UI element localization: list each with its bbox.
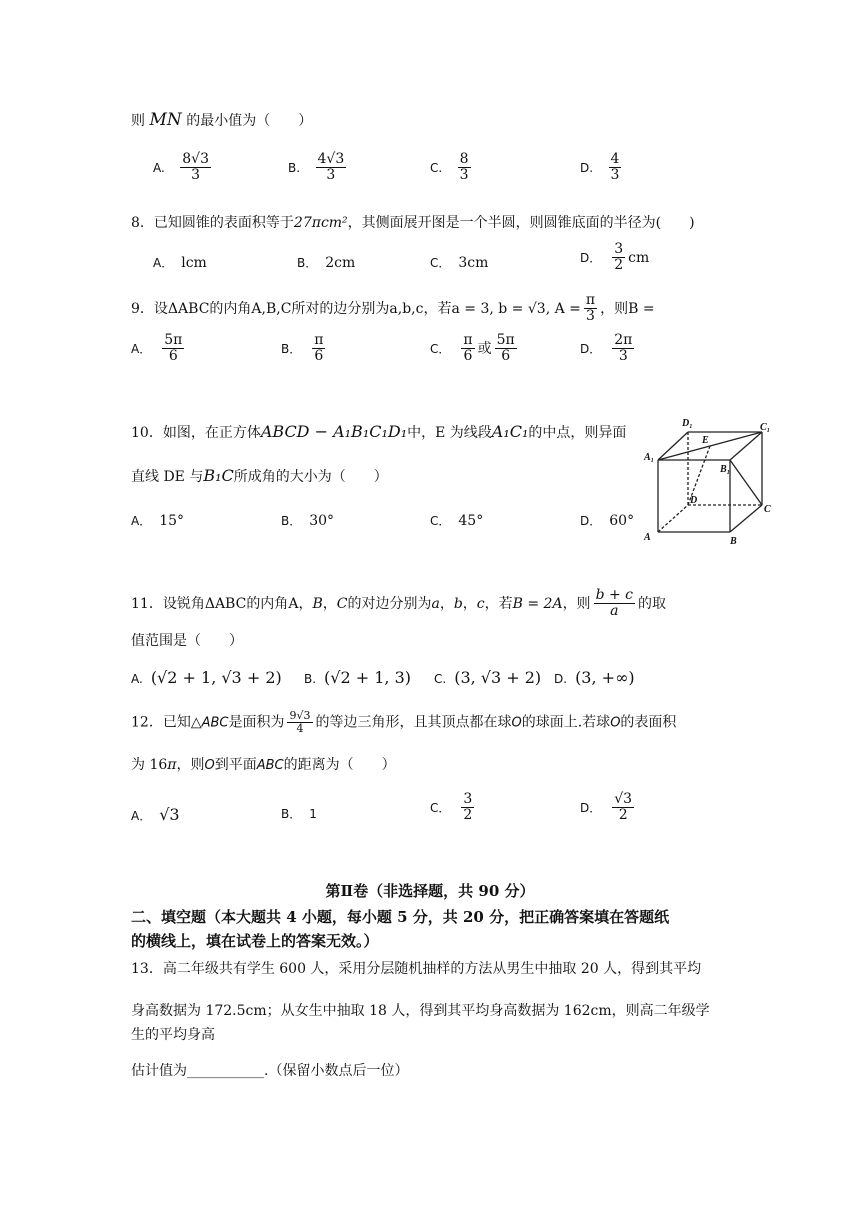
q11-option-b xyxy=(304,668,411,687)
q11-option-a xyxy=(131,668,282,687)
option-value: 2cm xyxy=(325,255,356,271)
numerator: 9√3 xyxy=(289,709,311,722)
numerator: √3 xyxy=(614,791,633,807)
option-label: C． xyxy=(430,341,451,356)
fraction xyxy=(287,710,312,735)
numerator: 5π xyxy=(496,332,515,348)
q13-text: 估计值为 xyxy=(131,1063,187,1079)
q10-text: 所成角的大小为（ ） xyxy=(233,469,388,485)
q11-stem xyxy=(131,588,666,620)
label-d: D xyxy=(690,495,698,506)
q12-text: 为 16 xyxy=(131,757,168,773)
q8-value: 27πcm² xyxy=(293,215,348,231)
q12-stem xyxy=(131,710,676,735)
numerator: b + c xyxy=(595,587,633,603)
option-value: (3, +∞) xyxy=(575,668,635,687)
q13-line2: 身高数据为 172.5cm；从女生中抽取 18 人，得到其平均身高数据为 162cm，则高二年级学 xyxy=(131,1003,710,1019)
option-value: 30° xyxy=(309,513,335,529)
q7-stem-tail xyxy=(131,110,312,130)
q11-sep: ， xyxy=(462,595,477,612)
q9-text: 的内角 xyxy=(209,300,252,317)
q11-text: 值范围是（ ） xyxy=(131,633,243,649)
fraction xyxy=(495,333,517,365)
q13-text: .（保留小数点后一位） xyxy=(264,1063,409,1079)
label-c: C xyxy=(764,504,771,515)
q9-stem xyxy=(131,293,655,325)
q12-text: 的表面积 xyxy=(620,714,677,731)
fraction xyxy=(312,333,325,365)
section-heading: 二、填空题（本大题共 4 小题，每小题 5 分，共 20 分，把正确答案填在答题纸 xyxy=(131,908,670,926)
option-label: C. xyxy=(430,160,443,175)
q11-sep: ， xyxy=(322,595,337,612)
option-value: (3, √3 + 2) xyxy=(454,668,542,687)
label-a1: A₁ xyxy=(644,452,655,463)
q8-text: 8．已知圆锥的表面积等于 xyxy=(131,215,294,231)
q11-text: 的内角 xyxy=(246,595,289,612)
option-label: C． xyxy=(430,256,451,270)
denominator: 4 xyxy=(296,722,304,736)
q9-angles: A,B,C xyxy=(251,300,292,317)
q12-text: 的球面上.若球 xyxy=(521,714,611,731)
q12-text: 的距离为（ ） xyxy=(283,757,396,773)
q10-option-d xyxy=(580,512,634,529)
denominator: 2 xyxy=(614,257,624,274)
q9-option-b xyxy=(281,333,328,365)
denominator: 6 xyxy=(501,348,511,365)
option-label: B. xyxy=(304,672,317,686)
option-value: 3cm xyxy=(458,255,489,271)
q11-condition: B = 2A xyxy=(512,595,563,612)
fraction xyxy=(180,152,211,184)
denominator: 3 xyxy=(618,348,628,365)
option-label: C． xyxy=(430,514,451,528)
q7-option-d xyxy=(580,152,624,184)
option-unit: cm xyxy=(628,249,650,266)
numerator: 8√3 xyxy=(182,151,210,167)
q7-option-b xyxy=(288,152,349,184)
numerator: 3 xyxy=(614,241,624,257)
numerator: 5π xyxy=(164,332,183,348)
q10-option-b xyxy=(281,512,334,529)
section-heading-2: 的横线上，填在试卷上的答案无效。） xyxy=(131,932,379,950)
fraction xyxy=(461,792,474,824)
q12-text: 到平面 xyxy=(214,757,257,773)
q8-option-c xyxy=(430,254,488,271)
option-or: 或 xyxy=(477,340,492,357)
q10-line-var: B₁C xyxy=(203,466,234,485)
option-label: D． xyxy=(580,250,602,265)
q11-angle: C xyxy=(336,595,348,612)
q11-text: 的对边分别为 xyxy=(347,595,432,612)
q10-segment: A₁C₁ xyxy=(491,422,529,441)
fraction xyxy=(162,333,184,365)
denominator: 3 xyxy=(459,167,469,184)
fraction xyxy=(609,152,622,184)
option-label: A． xyxy=(131,514,152,528)
q8-option-a xyxy=(153,254,207,271)
q10-stem xyxy=(131,422,626,442)
fraction xyxy=(612,242,625,274)
q9-option-a xyxy=(131,333,187,365)
q12-triangle: ABC xyxy=(256,758,284,773)
numerator: π xyxy=(585,292,596,308)
q10-text: 的中点，则异面 xyxy=(528,425,627,441)
option-label: A. xyxy=(131,672,143,686)
denominator: 6 xyxy=(168,348,178,365)
option-label: C． xyxy=(430,800,451,815)
option-value: (√2 + 1, 3) xyxy=(324,668,412,687)
q13-line4 xyxy=(131,1060,408,1080)
q10-stem-line2 xyxy=(131,466,388,486)
numerator: π xyxy=(463,332,473,348)
label-a: A xyxy=(644,532,651,543)
option-label: B． xyxy=(297,256,318,270)
q10-cube: ABCD − A₁B₁C₁D₁ xyxy=(260,422,408,441)
q7-suffix: 的最小值为（ ） xyxy=(186,113,313,129)
q7-prefix: 则 xyxy=(131,113,145,129)
fraction xyxy=(594,588,635,620)
q10-text: 直线 DE 与 xyxy=(131,469,204,485)
q9-text: 9．设 xyxy=(131,300,168,317)
numerator: 3 xyxy=(463,791,473,807)
q13-line3: 生的平均身高 xyxy=(131,1027,215,1043)
q10-text: 10．如图，在正方体 xyxy=(131,425,261,441)
q9-triangle: ΔABC xyxy=(167,300,210,317)
q12-text: 12．已知△ xyxy=(131,714,202,731)
cube-figure xyxy=(640,410,780,550)
fraction xyxy=(316,152,347,184)
q10-option-c xyxy=(430,512,483,529)
q11-sep: ， xyxy=(439,595,454,612)
q8-stem xyxy=(131,212,695,232)
option-value: 15° xyxy=(159,513,185,529)
option-label: A． xyxy=(153,256,174,270)
q9-text: ，则 xyxy=(600,300,629,317)
q11-text: ，若 xyxy=(484,595,513,612)
q11-triangle: ΔABC xyxy=(204,595,247,612)
numerator: 4√3 xyxy=(317,151,345,167)
q12-sphere: O xyxy=(204,758,215,773)
fraction xyxy=(612,333,634,365)
label-b1: B₁ xyxy=(720,464,731,475)
q12-text: 的等边三角形，且其顶点都在球 xyxy=(315,714,512,731)
q12-sphere: O xyxy=(610,715,621,731)
numerator: 8 xyxy=(459,151,469,167)
option-label: D. xyxy=(554,672,568,686)
q11-side: a xyxy=(431,595,440,612)
q9-option-d xyxy=(580,333,637,365)
q11-option-d xyxy=(554,668,635,687)
q11-angle: A xyxy=(288,595,299,612)
denominator: 6 xyxy=(314,348,324,365)
q9-option-c xyxy=(430,333,520,365)
option-label: A. xyxy=(153,160,165,175)
q10-text: 中，E 为线段 xyxy=(407,425,492,441)
q9-text: 所对的边分别为 xyxy=(291,300,390,317)
answer-blank[interactable]: ___________ xyxy=(187,1063,264,1079)
q11-sep: ， xyxy=(298,595,313,612)
q12-text: 是面积为 xyxy=(228,714,285,731)
option-value: 45° xyxy=(458,513,484,529)
q12-option-a xyxy=(131,805,180,824)
label-e: E xyxy=(702,435,709,446)
option-label: A． xyxy=(131,341,152,356)
denominator: 3 xyxy=(191,167,201,184)
fraction xyxy=(612,792,634,824)
option-label: D. xyxy=(580,160,594,175)
q11-text: ，则 xyxy=(562,595,591,612)
fraction xyxy=(458,152,471,184)
option-label: B． xyxy=(281,807,302,821)
q12-stem-line2 xyxy=(131,754,396,774)
option-value: (√2 + 1, √3 + 2) xyxy=(150,668,282,687)
fraction xyxy=(461,333,474,365)
q9-sides: a,b,c xyxy=(389,300,424,317)
denominator: 3 xyxy=(586,308,595,325)
option-value: 60° xyxy=(609,513,635,529)
label-b: B xyxy=(730,536,737,547)
q12-pi: π xyxy=(167,757,177,773)
q9-ask: B = xyxy=(628,300,655,317)
option-label: D． xyxy=(580,800,602,815)
label-c1: C₁ xyxy=(760,422,771,433)
q9-condition: a = 3, b = √3, A = xyxy=(451,300,581,317)
q11-text: 11．设锐角 xyxy=(131,595,205,612)
numerator: 2π xyxy=(614,332,633,348)
q12-text: ，则 xyxy=(176,757,205,773)
q10-option-a xyxy=(131,512,184,529)
fraction xyxy=(584,293,597,325)
option-label: B． xyxy=(281,514,302,528)
q11-side: c xyxy=(476,595,485,612)
q12-sphere: O xyxy=(511,715,522,731)
denominator: 2 xyxy=(618,807,628,824)
q12-option-b xyxy=(281,805,317,822)
q9-text: ，若 xyxy=(423,300,452,317)
q7-option-a xyxy=(153,152,214,184)
section-title: 第Ⅱ卷（非选择题，共 90 分） xyxy=(325,882,535,900)
option-label: C. xyxy=(434,672,447,686)
q8-option-b xyxy=(297,254,355,271)
option-value: √3 xyxy=(159,805,180,824)
denominator: a xyxy=(610,603,619,620)
q8-text: ，其侧面展开图是一个半圆，则圆锥底面的半径为( ) xyxy=(347,215,695,231)
label-d1: D₁ xyxy=(682,418,693,429)
denominator: 3 xyxy=(610,167,620,184)
numerator: 4 xyxy=(610,151,620,167)
denominator: 2 xyxy=(463,807,473,824)
q12-triangle: ABC xyxy=(201,715,229,731)
q11-side: b xyxy=(453,595,463,612)
q12-option-d xyxy=(580,792,637,824)
q11-angle: B xyxy=(312,595,323,612)
option-label: B． xyxy=(281,341,302,356)
denominator: 3 xyxy=(326,167,336,184)
option-value: lcm xyxy=(181,255,207,271)
q11-option-c xyxy=(434,668,541,687)
option-label: A． xyxy=(131,809,152,823)
option-label: D． xyxy=(580,514,602,528)
q13-line1: 13．高二年级共有学生 600 人，采用分层随机抽样的方法从男生中抽取 20 人，得到其平均 xyxy=(131,961,702,977)
q7-var: MN xyxy=(149,110,182,130)
q7-option-c xyxy=(430,152,474,184)
numerator: π xyxy=(314,332,324,348)
option-value: 1 xyxy=(309,807,317,821)
option-label: B. xyxy=(288,160,301,175)
q11-text: 的取 xyxy=(638,595,666,612)
q8-option-d xyxy=(580,242,649,274)
option-label: D． xyxy=(580,341,602,356)
denominator: 6 xyxy=(463,348,473,365)
q12-option-c xyxy=(430,792,477,824)
q11-stem-line2 xyxy=(131,630,243,650)
